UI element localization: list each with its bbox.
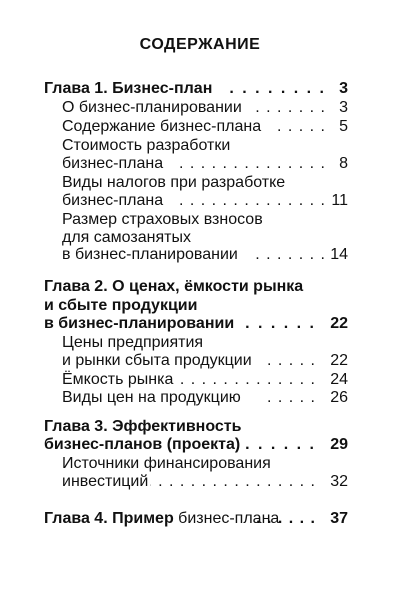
page-number: 26 [330, 389, 348, 406]
dot-leader [250, 246, 326, 264]
dot-leader [220, 80, 326, 98]
section-title: Виды налогов при разработке [62, 174, 286, 191]
dot-leader [175, 155, 326, 173]
toc-heading: СОДЕРЖАНИЕ [139, 36, 261, 53]
section-title: в бизнес-планировании [62, 246, 238, 263]
section-title: инвестиций [62, 473, 149, 490]
page-number: 5 [339, 118, 348, 135]
chapter-4-title: Глава 4. Пример [44, 510, 174, 527]
dot-leader [240, 315, 316, 333]
section-title: Источники финансирования [62, 455, 271, 472]
page-number: 3 [339, 80, 348, 97]
chapter-3-title: Глава 3. Эффективность [44, 418, 242, 435]
page-number: 22 [330, 352, 348, 369]
page-number: 37 [330, 510, 348, 527]
dot-leader [270, 118, 326, 136]
section-title: и рынки сбыта продукции [62, 352, 252, 369]
section-title: Цены предприятия [62, 334, 204, 351]
dot-leader [262, 352, 316, 370]
section-title: Содержание бизнес-плана [62, 118, 262, 135]
page-number: 3 [339, 99, 348, 116]
dot-leader [250, 99, 326, 117]
page-number: 22 [330, 315, 348, 332]
section-title: для самозанятых [62, 229, 191, 246]
section-title: бизнес-плана [62, 192, 164, 209]
section-title: бизнес-плана [62, 155, 164, 172]
section-title: Ёмкость рынка [62, 371, 174, 388]
section-title: О бизнес-планировании [62, 99, 242, 116]
page-number: 11 [331, 192, 348, 209]
page-number: 8 [339, 155, 348, 172]
dot-leader [175, 192, 326, 210]
dot-leader [262, 389, 316, 407]
dot-leader [150, 473, 316, 491]
section-title: Стоимость разработки [62, 137, 231, 154]
chapter-2-title: и сбыте продукции [44, 297, 198, 314]
chapter-1-title: Глава 1. Бизнес-план [44, 80, 213, 97]
section-title: Размер страховых взносов [62, 211, 263, 228]
chapter-3-title: бизнес-планов (проекта) [44, 436, 241, 453]
section-title: Виды цен на продукцию [62, 389, 241, 406]
dot-leader [180, 371, 316, 389]
chapter-2-title: Глава 2. О ценах, ёмкости рынка [44, 278, 304, 295]
chapter-2-title: в бизнес-планировании [44, 315, 235, 332]
page-number: 29 [330, 436, 348, 453]
page-number: 24 [330, 371, 348, 388]
chapter-4-title-rest: бизнес-плана [178, 510, 280, 527]
dot-leader [238, 436, 316, 454]
page-number: 32 [330, 473, 348, 490]
dot-leader [252, 510, 316, 528]
page-number: 14 [330, 246, 348, 263]
